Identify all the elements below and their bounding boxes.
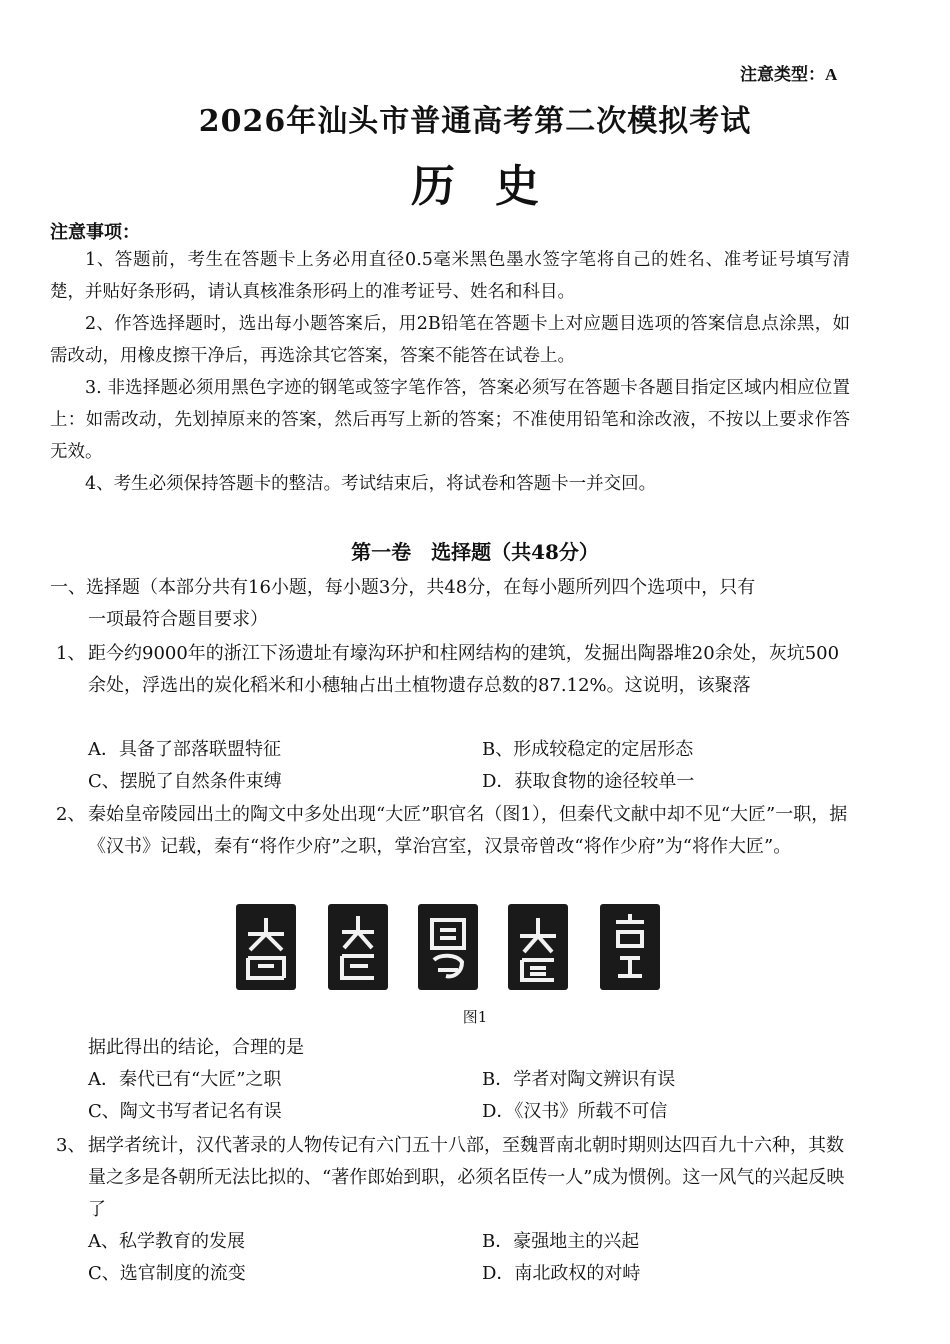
seal-image [236, 904, 296, 990]
question-stem: 据学者统计，汉代著录的人物传记有六门五十八部，至魏晋南北朝时期则达四百九十六种，其数量之多是各朝所无法比拟的、“著作郎始到职，必须名臣传一人”成为惯例。这一风气的兴起反映了 [88, 1135, 845, 1220]
q2-option-b: B．学者对陶文辨识有误 [482, 1069, 676, 1090]
notice-item-4: 4、考生必须保持答题卡的整洁。考试结束后，将试卷和答题卡一并交回。 [85, 474, 657, 494]
question-stem: 秦始皇帝陵园出土的陶文中多处出现“大匠”职官名（图1），但秦代文献中却不见“大匠”一职，据《汉书》记载，秦有“将作少府”之职，掌治宫室，汉景帝曾改“将作少府”为“将作大匠”。 [88, 804, 848, 857]
question-number: 3、 [56, 1135, 86, 1156]
section-intro-line-2: 一项最符合题目要求） [88, 609, 268, 630]
pottery-inscription-figure [236, 904, 660, 994]
subject-title: 历史 [411, 161, 579, 212]
q1-option-c: C、摆脱了自然条件束缚 [88, 771, 282, 792]
q3-option-a: A、私学教育的发展 [88, 1231, 245, 1252]
q2-option-c: C、陶文书写者记名有误 [88, 1101, 282, 1122]
seal-image [418, 904, 478, 990]
q3-option-d: D．南北政权的对峙 [482, 1263, 641, 1284]
section-intro [50, 572, 850, 636]
q2-option-d: D．《汉书》所载不可信 [482, 1101, 668, 1122]
q1-option-d: D．获取食物的途径较单一 [482, 771, 695, 792]
question-number: 1、 [56, 643, 86, 664]
question-number: 2、 [56, 804, 86, 825]
question-2 [56, 799, 850, 863]
q1-option-b: B、形成较稳定的定居形态 [482, 739, 694, 760]
notice-item-1: 1、答题前，考生在答题卡上务必用直径0.5毫米黑色墨水签字笔将自己的姓名、准考证号填写清楚，并贴好条形码，请认真核准条形码上的准考证号、姓名和科目。 [50, 250, 850, 302]
section-intro-line-1: 一、选择题（本部分共有16小题，每小题3分，共48分，在每小题所列四个选项中，只有 [50, 577, 756, 598]
seal-image [328, 904, 388, 990]
q2-follow-up: 据此得出的结论，合理的是 [88, 1037, 304, 1058]
seal-image [508, 904, 568, 990]
figure-caption: 图1 [462, 1008, 488, 1026]
question-3 [56, 1130, 850, 1226]
exam-title: 2026年汕头市普通高考第二次模拟考试 [198, 104, 752, 139]
exam-type-label: 注意类型：A [740, 65, 838, 84]
notice-heading: 注意事项： [50, 222, 140, 243]
seal-image [600, 904, 660, 990]
notice-item-3: 3. 非选择题必须用黑色字迹的钢笔或签字笔作答，答案必须写在答题卡各题目指定区域内相应位置上：如需改动，先划掉原来的答案，然后再写上新的答案；不准使用铅笔和涂改液，不按以上要求作答无效。 [50, 378, 850, 462]
question-stem: 距今约9000年的浙江下汤遗址有壕沟环护和柱网结构的建筑，发掘出陶器堆20余处，灰坑500余处，浮选出的炭化稻米和小穗轴占出土植物遗存总数的87.12%。这说明，该聚落 [88, 643, 840, 696]
q3-option-b: B．豪强地主的兴起 [482, 1231, 640, 1252]
q2-option-a: A．秦代已有“大匠”之职 [88, 1069, 282, 1090]
question-1 [56, 638, 850, 702]
q3-option-c: C、选官制度的流变 [88, 1263, 246, 1284]
q1-option-a: A．具备了部落联盟特征 [88, 739, 281, 760]
notice-item-2: 2、作答选择题时，选出每小题答案后，用2B铅笔在答题卡上对应题目选项的答案信息点涂黑，如需改动，用橡皮擦干净后，再选涂其它答案，答案不能答在试卷上。 [50, 314, 850, 366]
section-title: 第一卷 选择题（共48分） [351, 540, 599, 564]
